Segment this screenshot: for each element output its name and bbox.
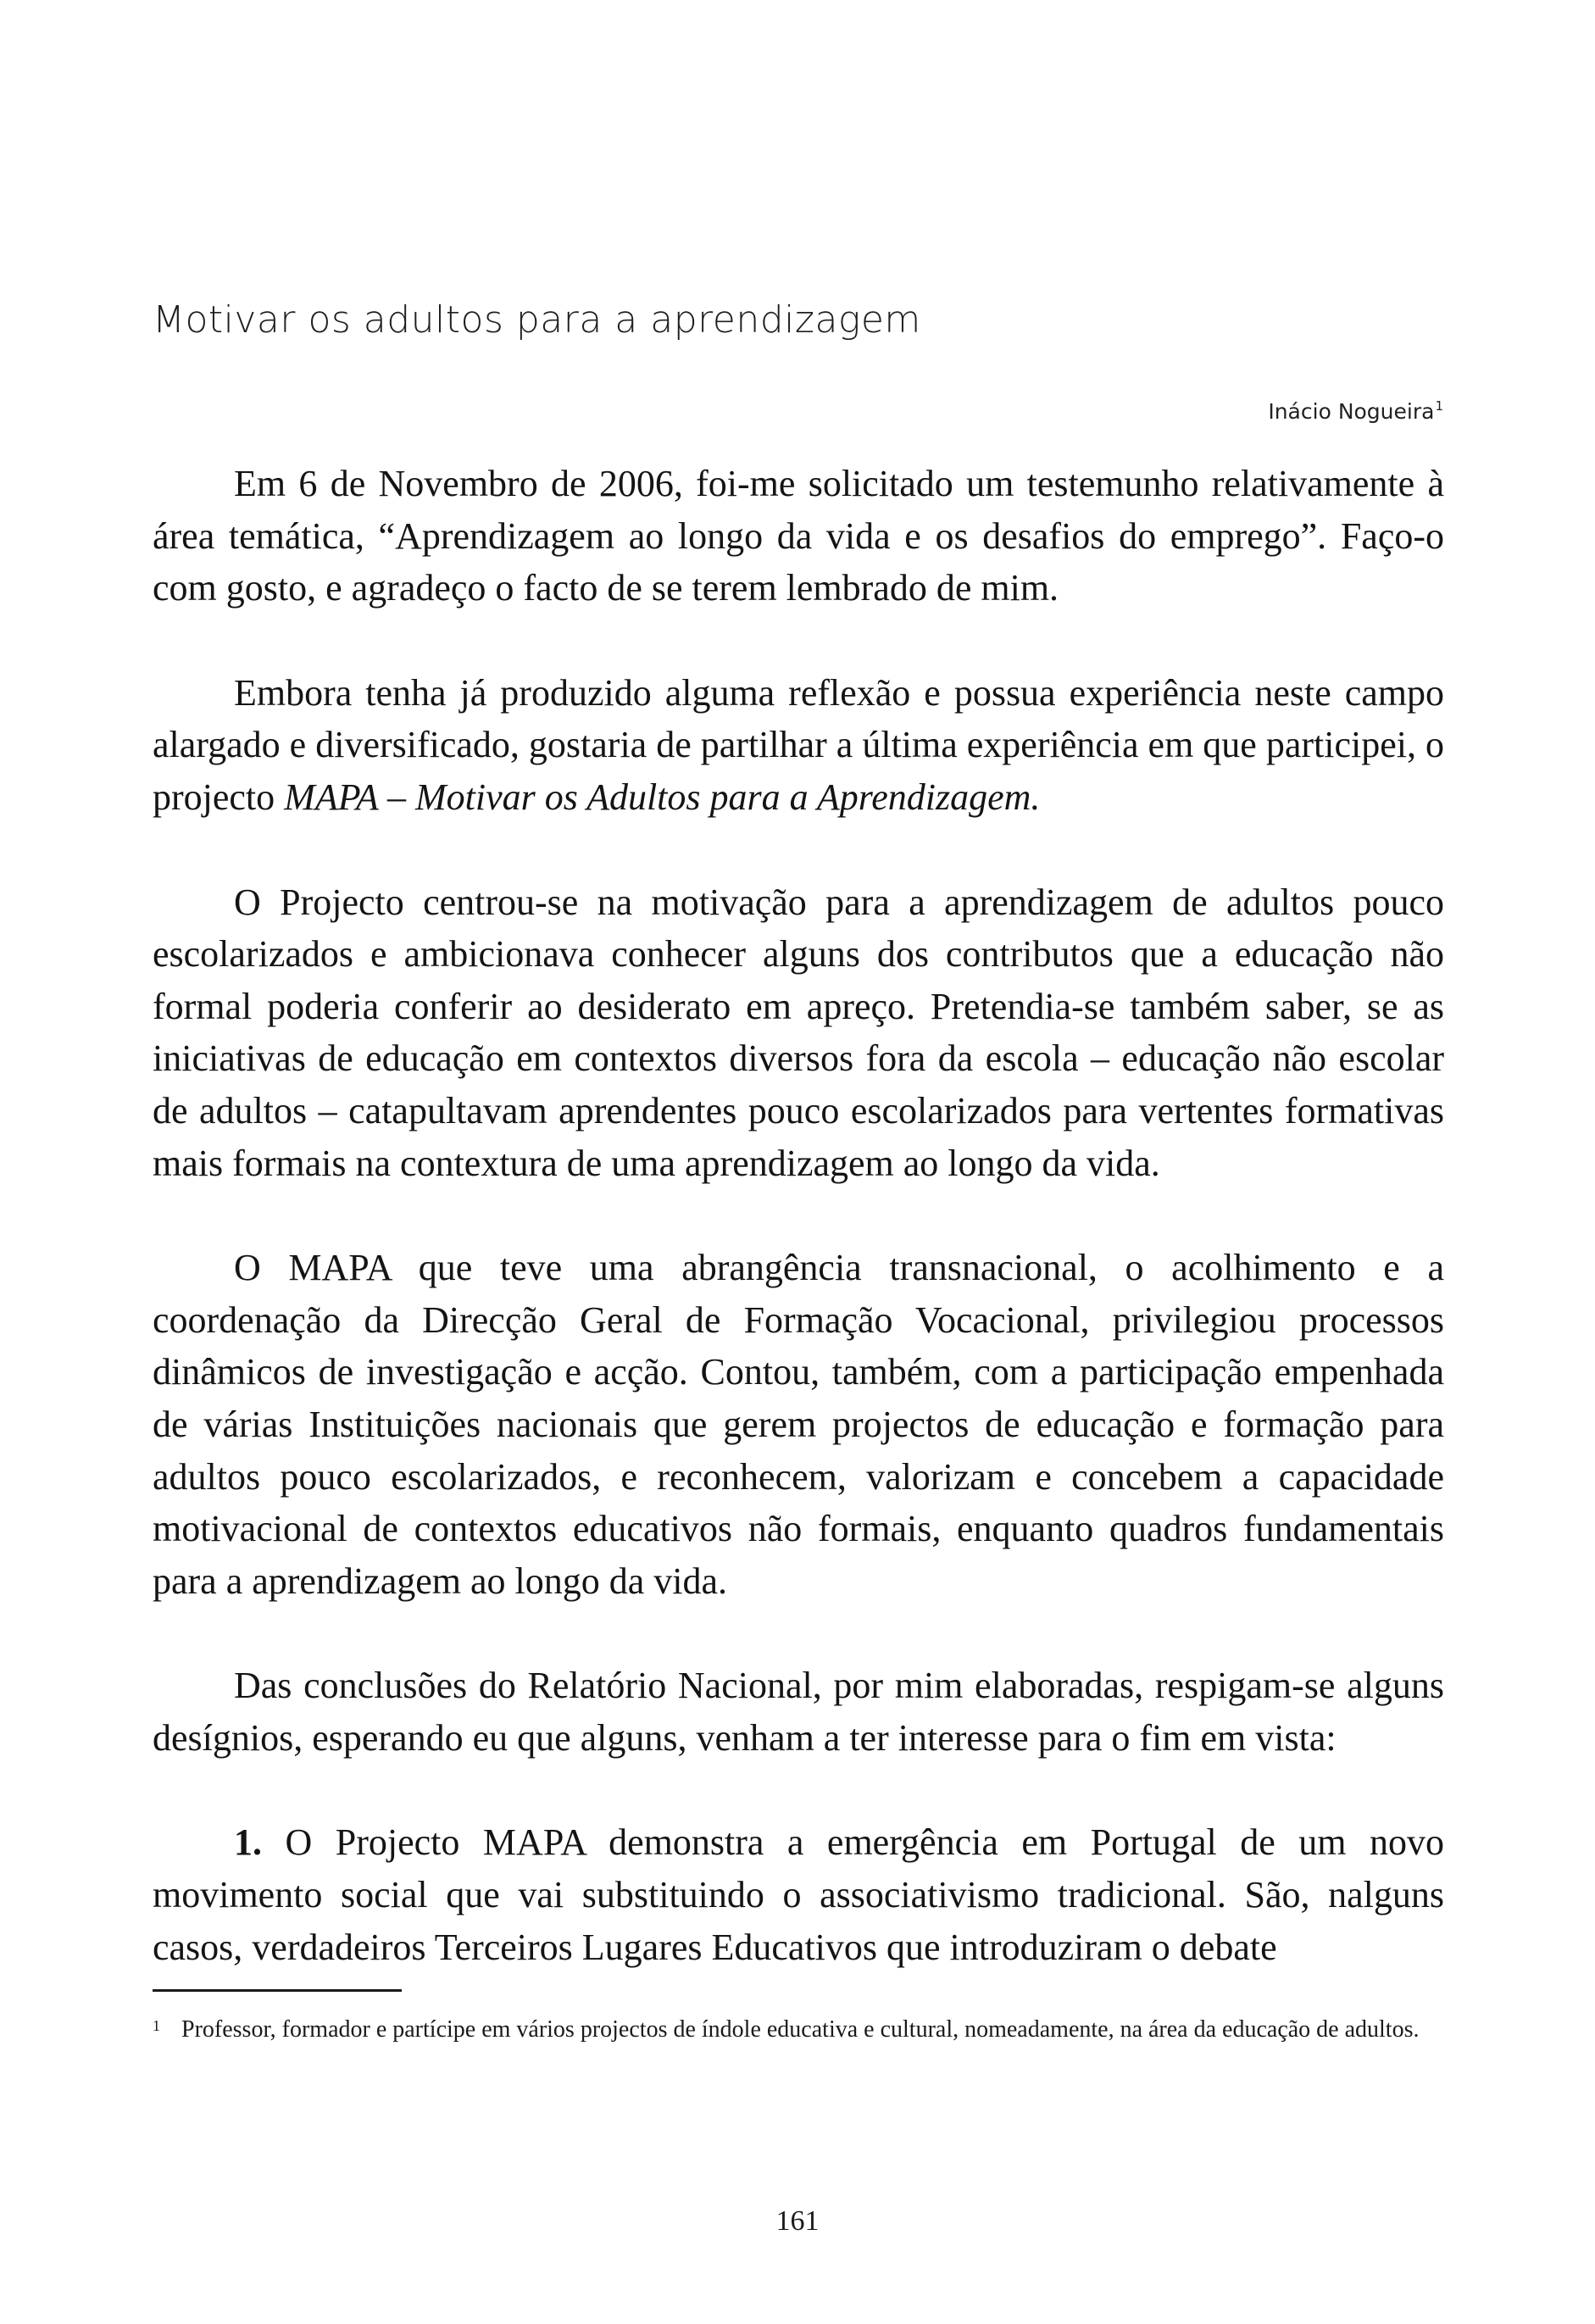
page-number: 161 <box>775 2205 820 2237</box>
list-number: 1. <box>234 1821 262 1864</box>
paragraph-2 <box>153 667 1444 824</box>
paragraph-3: O Projecto centrou-se na motivação para a aprendizagem de adultos pouco escolarizados e ambicionava conhecer alguns dos contributos que a educação não formal poderia conferir ao desiderato em apreço. Pretendia-se também saber, se as iniciativas de educação em contextos diversos fora da escola – educação não escolar de adultos – catapultavam aprendentes pouco escolarizados para vertentes formativas mais formais na contextura de uma aprendizagem ao longo da vida. <box>153 881 1444 1184</box>
project-name-italic: MAPA – Motivar os Adultos para a Aprendizagem. <box>284 776 1041 818</box>
footnote-marker: 1 <box>153 2017 160 2034</box>
chapter-title: Motivar os adultos para a aprendizagem <box>153 298 921 342</box>
author-byline <box>1268 398 1443 424</box>
footnote <box>153 2013 1444 2046</box>
paragraph-5: Das conclusões do Relatório Nacional, por mim elaboradas, respigam-se alguns desígnios, esperando eu que alguns, venham a ter interesse para o fim em vista: <box>153 1665 1444 1759</box>
footnote-text: Professor, formador e partícipe em vários projectos de índole educativa e cultural, nomeadamente, na área da educação de adultos. <box>181 2016 1420 2043</box>
author-name: Inácio Nogueira <box>1268 399 1435 424</box>
paragraph-6 <box>153 1816 1444 1973</box>
paragraph-2-text: Embora tenha já produzido alguma reflexão e possua experiência neste campo alargado e diversificado, gostaria de partilhar a última experiência em que participei, o projecto <box>153 671 1444 818</box>
paragraph-6-text: O Projecto MAPA demonstra a emergência em Portugal de um novo movimento social que vai substituindo o associativismo tradicional. São, nalguns casos, verdadeiros Terceiros Lugares Educativos que introduziram o debate <box>153 1821 1444 1968</box>
paragraph-1: Em 6 de Novembro de 2006, foi-me solicitado um testemunho relativamente à área temática, “Aprendizagem ao longo da vida e os desafios do emprego”. Faço-o com gosto, e agradeço o facto de se terem lembrado de mim. <box>153 463 1444 609</box>
paragraph-4: O MAPA que teve uma abrangência transnacional, o acolhimento e a coordenação da Direcção Geral de Formação Vocacional, privilegiou processos dinâmicos de investigação e acção. Contou, também, com a participação empenhada de várias Instituições nacionais que gerem projectos de educação e formação para adultos pouco escolarizados, e reconhecem, valorizam e concebem a capacidade motivacional de contextos educativos não formais, enquanto quadros fundamentais para a aprendizagem ao longo da vida. <box>153 1247 1444 1602</box>
author-footnote-ref: 1 <box>1435 398 1443 414</box>
footnote-divider <box>153 1989 402 1992</box>
body-text <box>153 458 1444 1973</box>
